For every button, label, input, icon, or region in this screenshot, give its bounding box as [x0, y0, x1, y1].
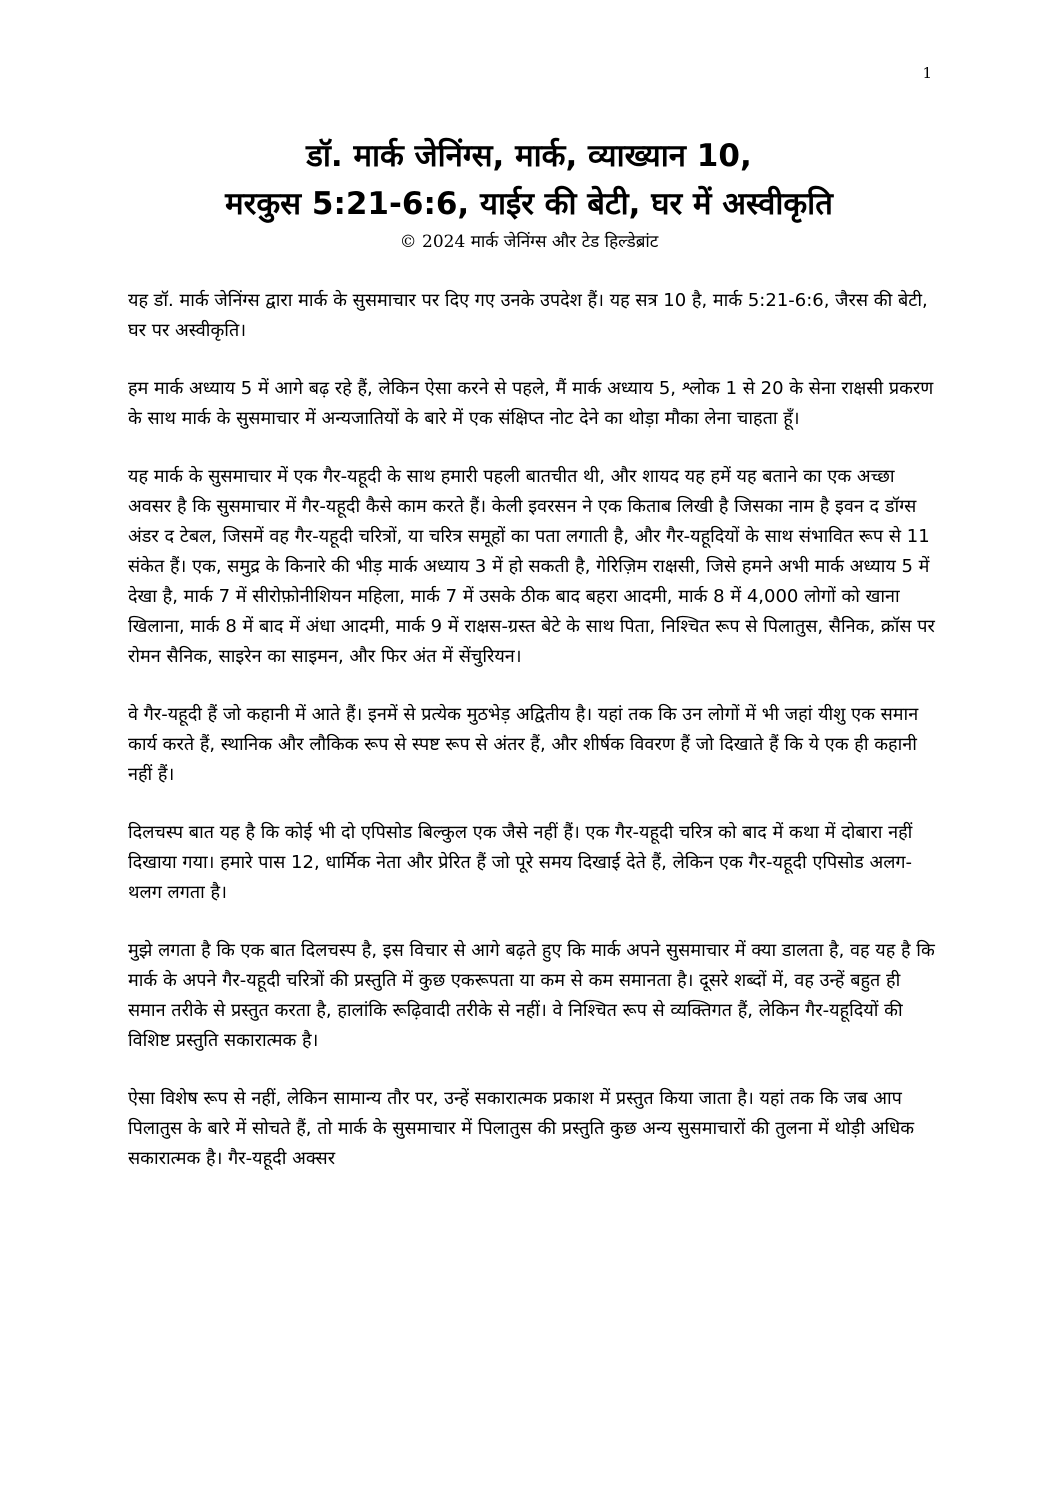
page-number: 1 — [922, 64, 932, 82]
copyright-notice: © 2024 मार्क जेनिंग्स और टेड हिल्डेब्रांट — [399, 232, 659, 252]
title-line-1: डॉ. मार्क जेनिंग्स, मार्क, व्याख्यान 10, — [306, 138, 752, 174]
title-line-2: मरकुस 5:21-6:6, याईर की बेटी, घर में अस्वीकृति — [225, 186, 833, 222]
paragraph-4: वे गैर-यहूदी हैं जो कहानी में आते हैं। इनमें से प्रत्येक मुठभेड़ अद्वितीय है। यहां तक कि उन लोगों में भी जहां यीशु एक समान कार्य करते हैं, स्थानिक और लौकिक रूप से स्पष्ट रूप से अंतर हैं, और शीर्षक विवरण हैं जो दिखाते हैं कि ये एक ही कहानी नहीं हैं। — [128, 704, 919, 785]
paragraph-2: हम मार्क अध्याय 5 में आगे बढ़ रहे हैं, लेकिन ऐसा करने से पहले, मैं मार्क अध्याय 5, श्लोक 1 से 20 के सेना राक्षसी प्रकरण के साथ मार्क के सुसमाचार में अन्यजातियों के बारे में एक संक्षिप्त नोट देने का थोड़ा मौका लेना चाहता हूँ। — [128, 378, 934, 429]
title-block — [0, 132, 1058, 254]
paragraph-3: यह मार्क के सुसमाचार में एक गैर-यहूदी के साथ हमारी पहली बातचीत थी, और शायद यह हमें यह बताने का एक अच्छा अवसर है कि सुसमाचार में गैर-यहूदी कैसे काम करते हैं। केली इवरसन ने एक किताब लिखी है जिसका नाम है इवन द डॉग्स अंडर द टेबल, जिसमें वह गैर-यहूदी चरित्रों, या चरित्र समूहों का पता लगाती है, और गैर-यहूदियों के साथ संभावित रूप से 11 संकेत हैं। एक, समुद्र के किनारे की भीड़ मार्क अध्याय 3 में हो सकती है, गेरिज़िम राक्षसी, जिसे हमने अभी मार्क अध्याय 5 में देखा है, मार्क 7 में सीरोफ़ोनीशियन महिला, मार्क 7 में उसके ठीक बाद बहरा आदमी, मार्क 8 में 4,000 लोगों को खाना खिलाना, मार्क 8 में बाद में अंधा आदमी, मार्क 9 में राक्षस-ग्रस्त बेटे के साथ पिता, निश्चित रूप से पिलातुस, सैनिक, क्रॉस पर रोमन सैनिक, साइरेन का साइमन, और फिर अंत में सेंचुरियन। — [128, 466, 935, 667]
paragraph-5: दिलचस्प बात यह है कि कोई भी दो एपिसोड बिल्कुल एक जैसे नहीं हैं। एक गैर-यहूदी चरित्र को बाद में कथा में दोबारा नहीं दिखाया गया। हमारे पास 12, धार्मिक नेता और प्रेरित हैं जो पूरे समय दिखाई देते हैं, लेकिन एक गैर-यहूदी एपिसोड अलग-थलग लगता है। — [128, 822, 913, 903]
paragraph-7: ऐसा विशेष रूप से नहीं, लेकिन सामान्य तौर पर, उन्हें सकारात्मक प्रकाश में प्रस्तुत किया जाता है। यहां तक कि जब आप पिलातुस के बारे में सोचते हैं, तो मार्क के सुसमाचार में पिलातुस की प्रस्तुति कुछ अन्य सुसमाचारों की तुलना में थोड़ी अधिक सकारात्मक है। गैर-यहूदी अक्सर — [128, 1088, 915, 1169]
paragraph-1: यह डॉ. मार्क जेनिंग्स द्वारा मार्क के सुसमाचार पर दिए गए उनके उपदेश हैं। यह सत्र 10 है, मार्क 5:21-6:6, जैरस की बेटी, घर पर अस्वीकृति। — [128, 290, 928, 341]
document-body — [128, 286, 940, 1202]
paragraph-6: मुझे लगता है कि एक बात दिलचस्प है, इस विचार से आगे बढ़ते हुए कि मार्क अपने सुसमाचार में क्या डालता है, वह यह है कि मार्क के अपने गैर-यहूदी चरित्रों की प्रस्तुति में कुछ एकरूपता या कम से कम समानता है। दूसरे शब्दों में, वह उन्हें बहुत ही समान तरीके से प्रस्तुत करता है, हालांकि रूढ़िवादी तरीके से नहीं। वे निश्चित रूप से व्यक्तिगत हैं, लेकिन गैर-यहूदियों की विशिष्ट प्रस्तुति सकारात्मक है। — [128, 940, 935, 1051]
